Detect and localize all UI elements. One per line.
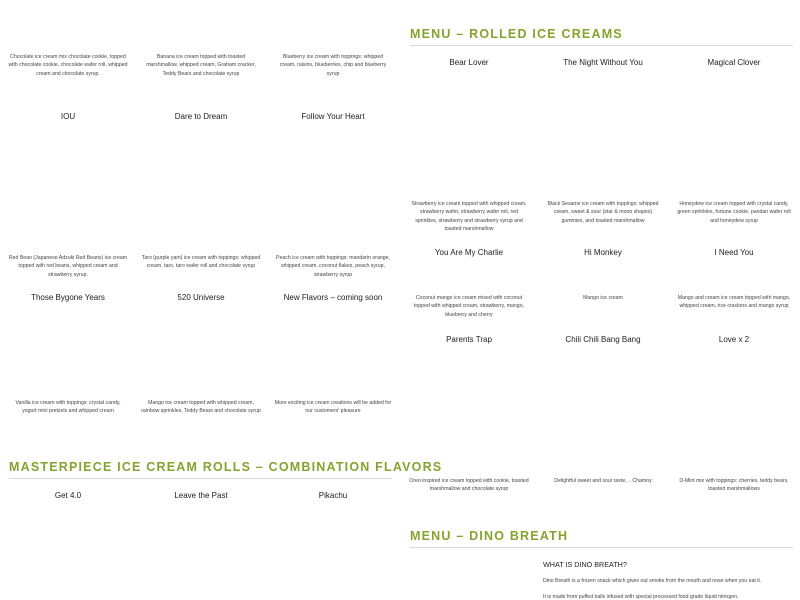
item-name-you-are-my-charlie[interactable]: You Are My Charlie [434,248,504,257]
item-name-magical-clover[interactable]: Magical Clover [707,58,761,67]
item-name-leave-the-past[interactable]: Leave the Past [174,491,228,500]
item-name-dare-to-dream[interactable]: Dare to Dream [174,112,228,121]
item-name-hi-monkey[interactable]: Hi Monkey [584,248,622,257]
item-description: Mango and cream ice cream topped with mango, whipped cream, rice crackers and mango syrup [677,295,791,310]
dino-breath-heading: MENU – DINO BREATH [410,529,569,543]
masterpiece-heading: MASTERPIECE ICE CREAM ROLLS – COMBINATION FLAVORS [9,460,443,474]
section-divider [410,547,793,548]
item-name-520-universe[interactable]: 520 Universe [177,293,225,302]
item-description: Banana ice cream topped with toasted marshmallow, whipped cream, Graham cracker, Teddy Bears and chocolate syrup [146,54,256,77]
item-description: Peach ice cream with toppings: mandarin orange, whipped cream, coconut flakes, peach syrup, strawberry syrup [276,255,390,278]
item-description: Chocolate ice cream mix chocolate cookie, topped with chocolate cookie, chocolate wafer roll, whipped cream and chocolate syrup. [8,54,128,77]
item-description: Blueberry ice cream with toppings: whipped cream, raisins, blueberries, chip and blueberry syrup [279,54,387,77]
names-row-clipped [8,292,392,300]
section-divider [9,478,392,479]
item-description: More exciting ice cream creations will be added for our customers' pleasure [274,400,392,415]
item-description: Mango ice cream [583,295,623,301]
item-description: Delightful sweet and sour taste, .. Chamoy [554,478,652,484]
item-name-night-without-you[interactable]: The Night Without You [563,58,643,67]
dino-question: WHAT IS DINO BREATH? [543,560,627,569]
item-description: Black Sesame ice cream with toppings: whipped cream, sweet & sour (star & moon shapes) gummies, and toasted marshmallow [547,201,659,224]
item-name-bear-lover[interactable]: Bear Lover [449,58,489,67]
item-description: D-Mint mix with toppings: cherries, teddy bears, toasted marshmallows [679,478,789,493]
item-name-get-4[interactable]: Get 4.0 [54,491,82,500]
descriptions-row-clipped [409,295,793,323]
item-description: Red Bean (Japanese Adzuki Red Beans) ice cream topped with red beans, whipped cream and strawberry syrup. [8,255,128,278]
item-name-parents-trap[interactable]: Parents Trap [446,335,492,344]
item-name-new-flavors[interactable]: New Flavors – coming soon [283,293,383,302]
item-description: Coconut mango ice cream mixed with coconut topped with whipped cream, strawberry, mango, blueberry and cherry [413,295,525,318]
item-description: Vanilla ice cream with toppings: crystal candy, yogurt mini pretzels and whipped cream [15,400,121,415]
item-description: Oreo inspired ice cream topped with cookie, toasted marshmallow and chocolate syrup [409,478,529,493]
item-name-love-x-2[interactable]: Love x 2 [718,335,750,344]
item-name-pikachu[interactable]: Pikachu [318,491,348,500]
item-name-those-bygone-years[interactable]: Those Bygone Years [31,293,105,302]
item-name-follow-your-heart[interactable]: Follow Your Heart [301,112,365,121]
dino-paragraph: Dino Breath is a frozen snack which gives out smoke from the mouth and nose when you eat it. [543,578,762,584]
item-description: Strawberry ice cream topped with whipped cream, strawberry wafer, strawberry wafer roll, red sprinkles, strawberry and strawberry syrup and toasted marshmallow [411,201,527,233]
item-description: Honeydew ice cream topped with crystal candy, green sprinkles, fortune cookie, pandan wafer roll and honeydew syrup [677,201,791,224]
dino-paragraph-clipped [543,592,800,600]
rolled-ice-creams-heading: MENU – ROLLED ICE CREAMS [410,27,623,41]
dino-paragraph: It is made from puffed balls infused with special processed food grade liquid nitrogen. [543,594,739,600]
item-description: Taro (purple yam) ice cream with toppings: whipped cream, taro, taro wafer roll and chocolate syrup [141,255,261,270]
section-divider [410,45,793,46]
item-name-i-need-you[interactable]: I Need You [714,248,754,257]
item-name-iou[interactable]: IOU [60,112,76,121]
item-name-chili-chili-bang-bang[interactable]: Chili Chili Bang Bang [565,335,641,344]
item-description: Mango ice cream topped with whipped cream, rainbow sprinkles, Teddy Bears and chocolate syrup [141,400,261,415]
